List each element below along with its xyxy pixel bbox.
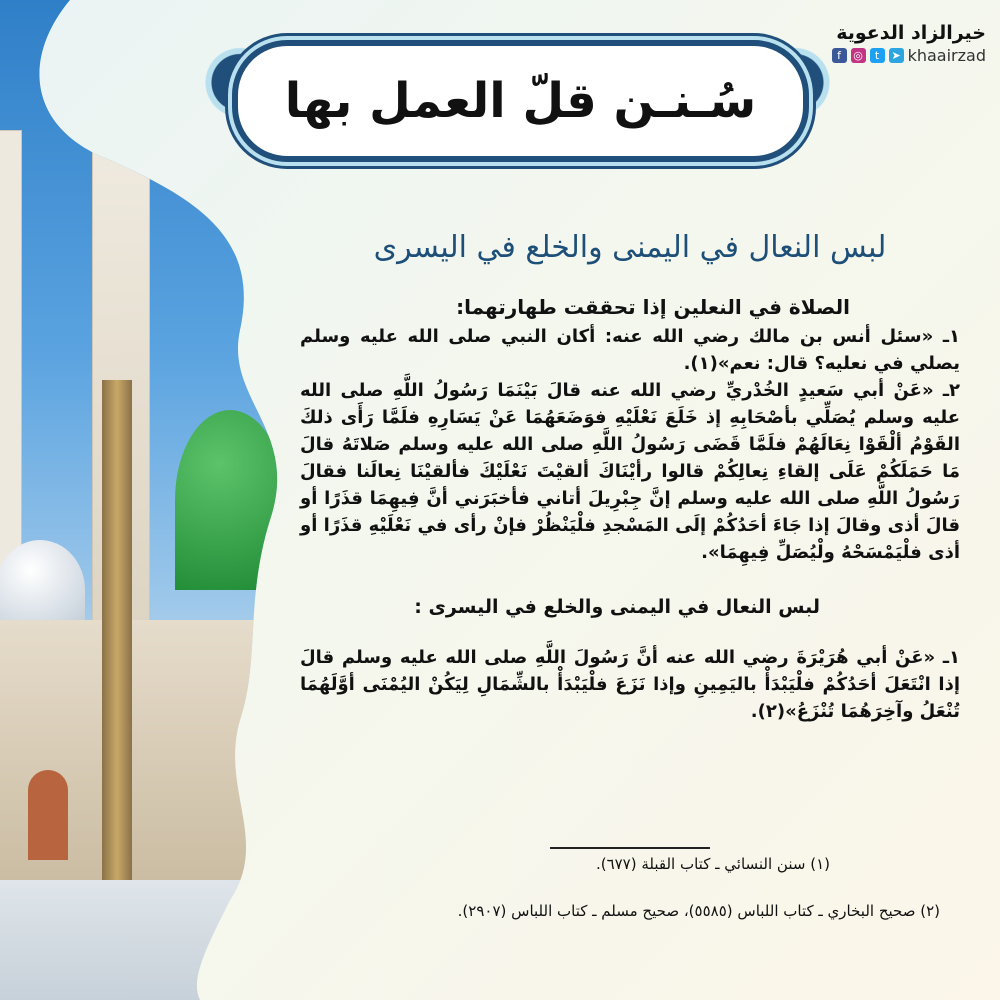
courtyard-floor [0, 880, 300, 1000]
lantern-column [102, 380, 132, 880]
telegram-icon[interactable]: ➤ [889, 48, 904, 63]
block1-heading: الصلاة في النعلين إذا تحققت طهارتهما: [456, 295, 850, 319]
brand-social-row [832, 46, 986, 65]
brand-name: خيرالزاد الدعوية [836, 22, 986, 44]
hadith-3: ١ـ «عَنْ أبي هُرَيْرَةَ رضي الله عنه أنَّ رَسُولَ اللَّهِ صلى الله عليه وسلم قالَ إذا انْتَعَلَ أحَدُكُمْ فلْيَبْدَأْ باليَمِينِ وإذا نَزَعَ فلْيَبْدَأْ بالشِّمَالِ لِيَكُنْ اليُمْنَى أوَّلَهُمَا تُنْعَلُ وآخِرَهُمَا تُنْزَعُ»(٢). [300, 647, 960, 722]
title-banner [232, 40, 809, 162]
section-title: لبس النعال في اليمنى والخلع في اليسرى [373, 230, 887, 265]
green-dome [175, 410, 285, 590]
instagram-icon[interactable]: ◎ [851, 48, 866, 63]
footnote-divider [550, 847, 710, 849]
footnote-2: (٢) صحيح البخاري ـ كتاب اللباس (٥٥٨٥)، صحيح مسلم ـ كتاب اللباس (٢٩٠٧). [457, 902, 940, 920]
hadith-2: ٢ـ «عَنْ أبي سَعيدٍ الخُدْريِّ رضي الله عنه قالَ بَيْنَمَا رَسُولُ اللَّهِ صلى الله عليه وسلم يُصَلِّي بأصْحَابِهِ إذ خَلَعَ نَعْلَيْهِ فوَضَعَهُمَا عَنْ يَسَارِهِ فلَمَّا رَأَى ذلكَ القَوْمُ ألْقَوْا نِعَالَهُمْ فلَمَّا قَضَى رَسُولُ اللَّهِ صلى الله عليه وسلم صَلاتَهُ قالَ مَا حَمَلَكُمْ عَلَى إلقاءِ نِعالِكُمْ قالوا رأيْنَاكَ ألقيْتَ نَعْلَيْكَ فألقيْنَا نِعالَنا فقالَ رَسُولُ اللَّهِ صلى الله عليه وسلم إنَّ جِبْرِيلَ أتاني فأخبَرَني أنَّ فِيهِمَا قذَرًا أو قالَ أذى وقالَ إذا جَاءَ أحَدُكُمْ إلَى المَسْجدِ فلْيَنْظُرْ فإنْ رأى في نَعْلَيْهِ قذَرًا أو أذى فلْيَمْسَحْهُ ولْيُصَلِّ فِيهِمَا». [300, 380, 960, 563]
brand [832, 22, 986, 65]
twitter-icon[interactable]: t [870, 48, 885, 63]
main-content [300, 230, 960, 1000]
brand-handle: khaairzad [907, 46, 986, 65]
footnote-1: (١) سنن النسائي ـ كتاب القبلة (٦٧٧). [595, 855, 830, 873]
block2-heading: لبس النعال في اليمنى والخلع في اليسرى : [414, 596, 820, 618]
hadith-1: ١ـ «سئل أنس بن مالك رضي الله عنه: أكان النبي صلى الله عليه وسلم يصلي في نعليه؟ قال: نعم»(١). [300, 326, 960, 374]
facebook-icon[interactable]: f [832, 48, 847, 63]
page-title: سُـنـن قلّ العمل بها [284, 73, 757, 129]
mosque-door [28, 770, 68, 860]
